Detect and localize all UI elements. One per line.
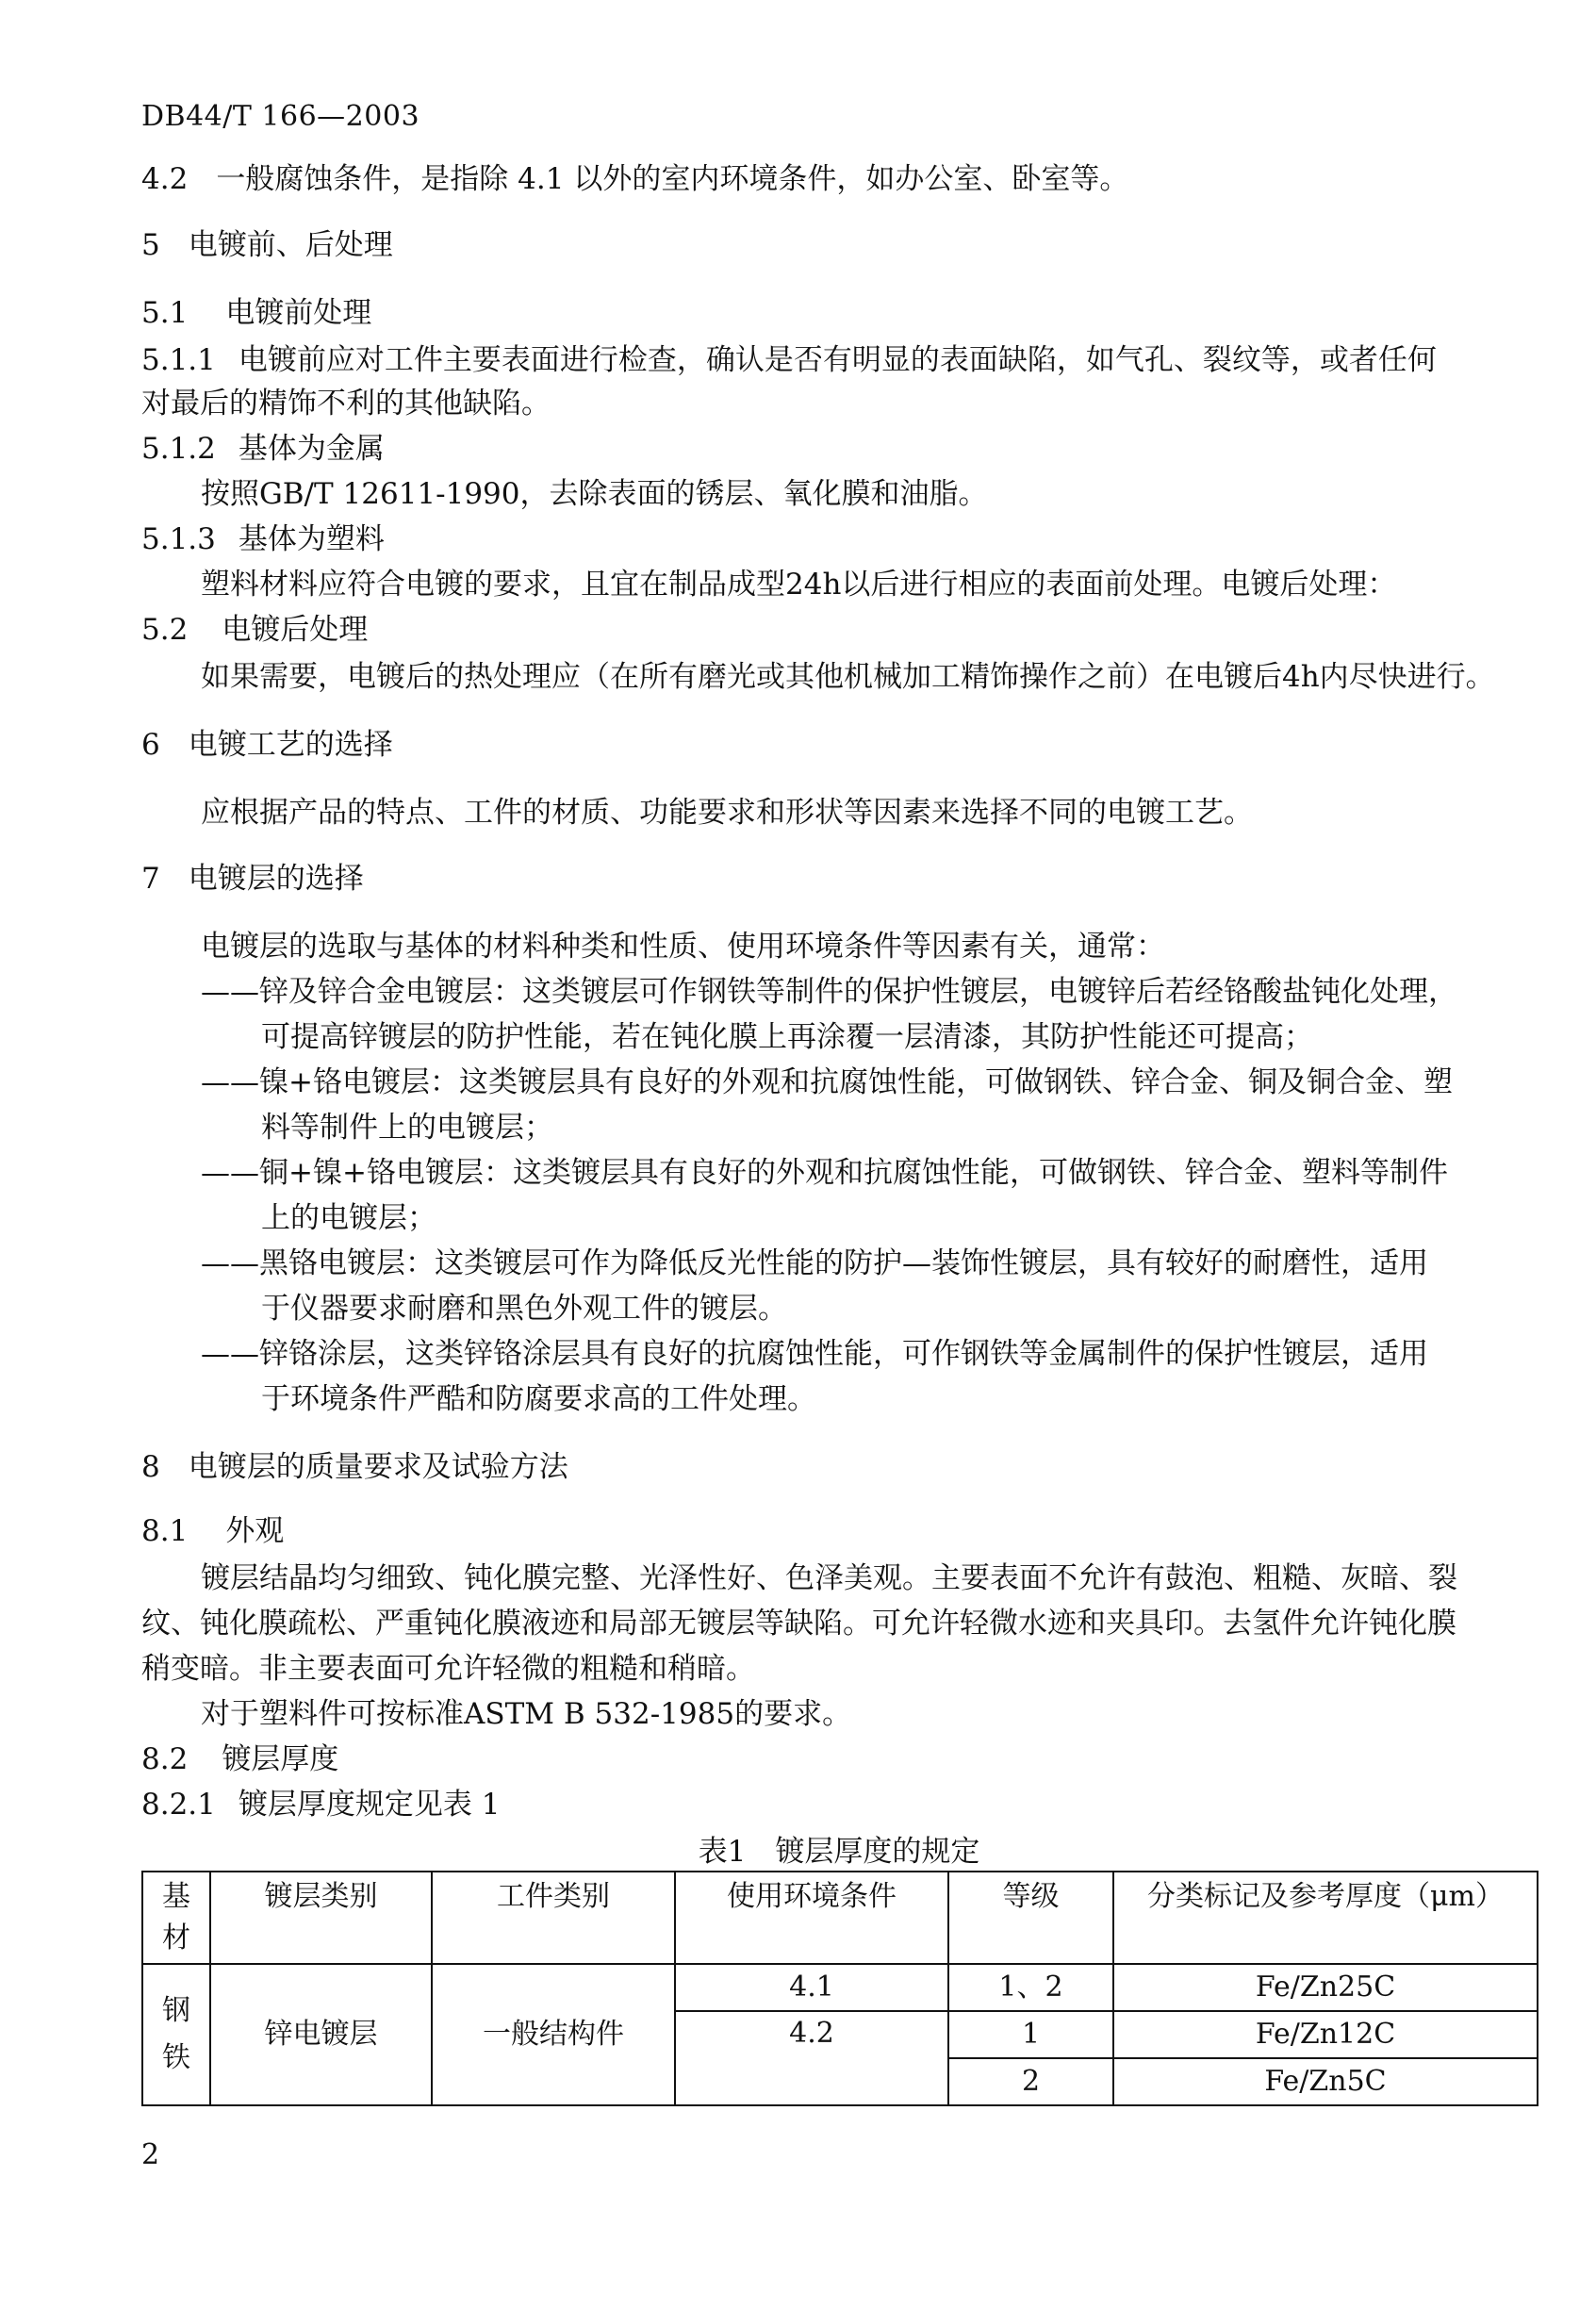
clause-title: 镀层厚度 xyxy=(222,1742,339,1776)
clause-number: 5.1 xyxy=(141,296,189,330)
list-item-zinc-cont: 可提高锌镀层的防护性能，若在钝化膜上再涂覆一层清漆，其防护性能还可提高； xyxy=(261,1020,1313,1054)
header-coating-type: 镀层类别 xyxy=(210,1872,432,1964)
clause-8-1-body-2: 纹、钝化膜疏松、严重钝化膜液迹和局部无镀层等缺陷。可允许轻微水迹和夹具印。去氢件允许钝化膜 xyxy=(141,1607,1456,1641)
clause-number: 8.1 xyxy=(141,1514,189,1548)
clause-number: 5.2 xyxy=(141,613,189,647)
header-mark-thickness: 分类标记及参考厚度（μm） xyxy=(1113,1872,1538,1964)
list-item-zinc-chrome-cont: 于环境条件严酷和防腐要求高的工件处理。 xyxy=(261,1382,816,1416)
cell-grade: 1 xyxy=(948,2011,1113,2058)
list-item-copper-nickel-chrome-cont: 上的电镀层； xyxy=(261,1201,436,1235)
clause-text: 电镀前应对工件主要表面进行检查，确认是否有明显的表面缺陷，如气孔、裂纹等，或者任何 xyxy=(238,343,1437,377)
cell-grade: 1、2 xyxy=(948,1964,1113,2011)
section-title: 电镀层的选择 xyxy=(188,862,364,896)
section-8-heading xyxy=(141,1448,568,1486)
cell-part-type: 一般结构件 xyxy=(432,1964,675,2105)
clause-number: 8.2 xyxy=(141,1742,189,1776)
table-header-row xyxy=(142,1872,1538,1964)
section-5-heading xyxy=(141,226,393,264)
section-number: 8 xyxy=(141,1450,160,1484)
clause-number: 4.2 xyxy=(141,162,189,196)
clause-5-1-2-body: 按照GB/T 12611-1990，去除表面的锈层、氧化膜和油脂。 xyxy=(201,477,988,511)
clause-8-2-1 xyxy=(141,1786,500,1823)
coating-thickness-table xyxy=(141,1871,1538,2106)
cell-mark: Fe/Zn12C xyxy=(1113,2011,1538,2058)
table-caption: 表1 镀层厚度的规定 xyxy=(698,1835,980,1869)
page-number: 2 xyxy=(141,2138,160,2171)
clause-number: 5.1.2 xyxy=(141,432,216,466)
clause-8-1-body-3: 稍变暗。非主要表面可允许轻微的粗糙和稍暗。 xyxy=(141,1652,755,1686)
clause-8-1-body-1: 镀层结晶均匀细致、钝化膜完整、光泽性好、色泽美观。主要表面不允许有鼓泡、粗糙、灰暗、裂 xyxy=(201,1561,1457,1595)
clause-title: 电镀前处理 xyxy=(225,296,372,330)
clause-number: 5.1.1 xyxy=(141,343,216,377)
section-6-heading xyxy=(141,726,393,764)
clause-number: 5.1.3 xyxy=(141,522,216,556)
list-item-nickel-chrome-cont: 料等制件上的电镀层； xyxy=(261,1111,553,1145)
clause-5-1-1-cont: 对最后的精饰不利的其他缺陷。 xyxy=(141,387,551,421)
clause-5-1-3-body: 塑料材料应符合电镀的要求，且宜在制品成型24h以后进行相应的表面前处理。电镀后处理： xyxy=(201,568,1397,602)
section-7-intro: 电镀层的选取与基体的材料种类和性质、使用环境条件等因素有关，通常： xyxy=(201,930,1165,964)
clause-text: 一般腐蚀条件，是指除 4.1 以外的室内环境条件，如办公室、卧室等。 xyxy=(216,162,1129,196)
table-row xyxy=(142,1964,1538,2011)
clause-8-1 xyxy=(141,1512,284,1550)
clause-4-2 xyxy=(141,160,1128,198)
section-number: 6 xyxy=(141,728,160,762)
clause-number: 8.2.1 xyxy=(141,1788,216,1822)
clause-text: 镀层厚度规定见表 1 xyxy=(238,1788,501,1822)
clause-title: 基体为金属 xyxy=(238,432,385,466)
cell-environment: 4.2 xyxy=(675,2011,948,2105)
clause-title: 外观 xyxy=(225,1514,285,1548)
header-environment: 使用环境条件 xyxy=(675,1872,948,1964)
list-item-black-chrome: ——黑铬电镀层：这类镀层可作为降低反光性能的防护—装饰性镀层，具有较好的耐磨性，适用 xyxy=(201,1246,1428,1280)
list-item-nickel-chrome: ——镍+铬电镀层：这类镀层具有良好的外观和抗腐蚀性能，可做钢铁、锌合金、铜及铜合金、塑 xyxy=(201,1065,1453,1099)
clause-8-2 xyxy=(141,1740,338,1778)
list-item-copper-nickel-chrome: ——铜+镍+铬电镀层：这类镀层具有良好的外观和抗腐蚀性能，可做钢铁、锌合金、塑料等制件 xyxy=(201,1156,1448,1190)
section-number: 7 xyxy=(141,862,160,896)
header-grade: 等级 xyxy=(948,1872,1113,1964)
cell-mark: Fe/Zn5C xyxy=(1113,2058,1538,2105)
cell-substrate: 钢铁 xyxy=(142,1964,210,2105)
cell-environment: 4.1 xyxy=(675,1964,948,2011)
clause-5-1-1 xyxy=(141,341,1437,379)
cell-coating-type: 锌电镀层 xyxy=(210,1964,432,2105)
header-part-type: 工件类别 xyxy=(432,1872,675,1964)
list-item-zinc: ——锌及锌合金电镀层：这类镀层可作钢铁等制件的保护性镀层，电镀锌后若经铬酸盐钝化处理， xyxy=(201,975,1457,1009)
clause-title: 基体为塑料 xyxy=(238,522,385,556)
section-6-body: 应根据产品的特点、工件的材质、功能要求和形状等因素来选择不同的电镀工艺。 xyxy=(201,796,1253,830)
list-item-black-chrome-cont: 于仪器要求耐磨和黑色外观工件的镀层。 xyxy=(261,1292,787,1326)
clause-5-2 xyxy=(141,611,368,649)
section-title: 电镀前、后处理 xyxy=(188,228,393,262)
section-title: 电镀工艺的选择 xyxy=(188,728,393,762)
section-title: 电镀层的质量要求及试验方法 xyxy=(188,1450,568,1484)
clause-8-1-body-4: 对于塑料件可按标准ASTM B 532-1985的要求。 xyxy=(201,1697,852,1731)
section-7-heading xyxy=(141,860,364,898)
cell-mark: Fe/Zn25C xyxy=(1113,1964,1538,2011)
clause-5-1-2 xyxy=(141,430,385,468)
section-number: 5 xyxy=(141,228,160,262)
clause-5-1-3 xyxy=(141,520,385,558)
clause-5-1 xyxy=(141,294,371,332)
header-substrate: 基材 xyxy=(142,1872,210,1964)
doc-header-id: DB44/T 166—2003 xyxy=(141,100,420,133)
cell-grade: 2 xyxy=(948,2058,1113,2105)
clause-5-2-body: 如果需要，电镀后的热处理应（在所有磨光或其他机械加工精饰操作之前）在电镀后4h内尽快进行。 xyxy=(201,660,1495,694)
clause-title: 电镀后处理 xyxy=(222,613,369,647)
list-item-zinc-chrome: ——锌铬涂层，这类锌铬涂层具有良好的抗腐蚀性能，可作钢铁等金属制件的保护性镀层，适用 xyxy=(201,1337,1428,1371)
